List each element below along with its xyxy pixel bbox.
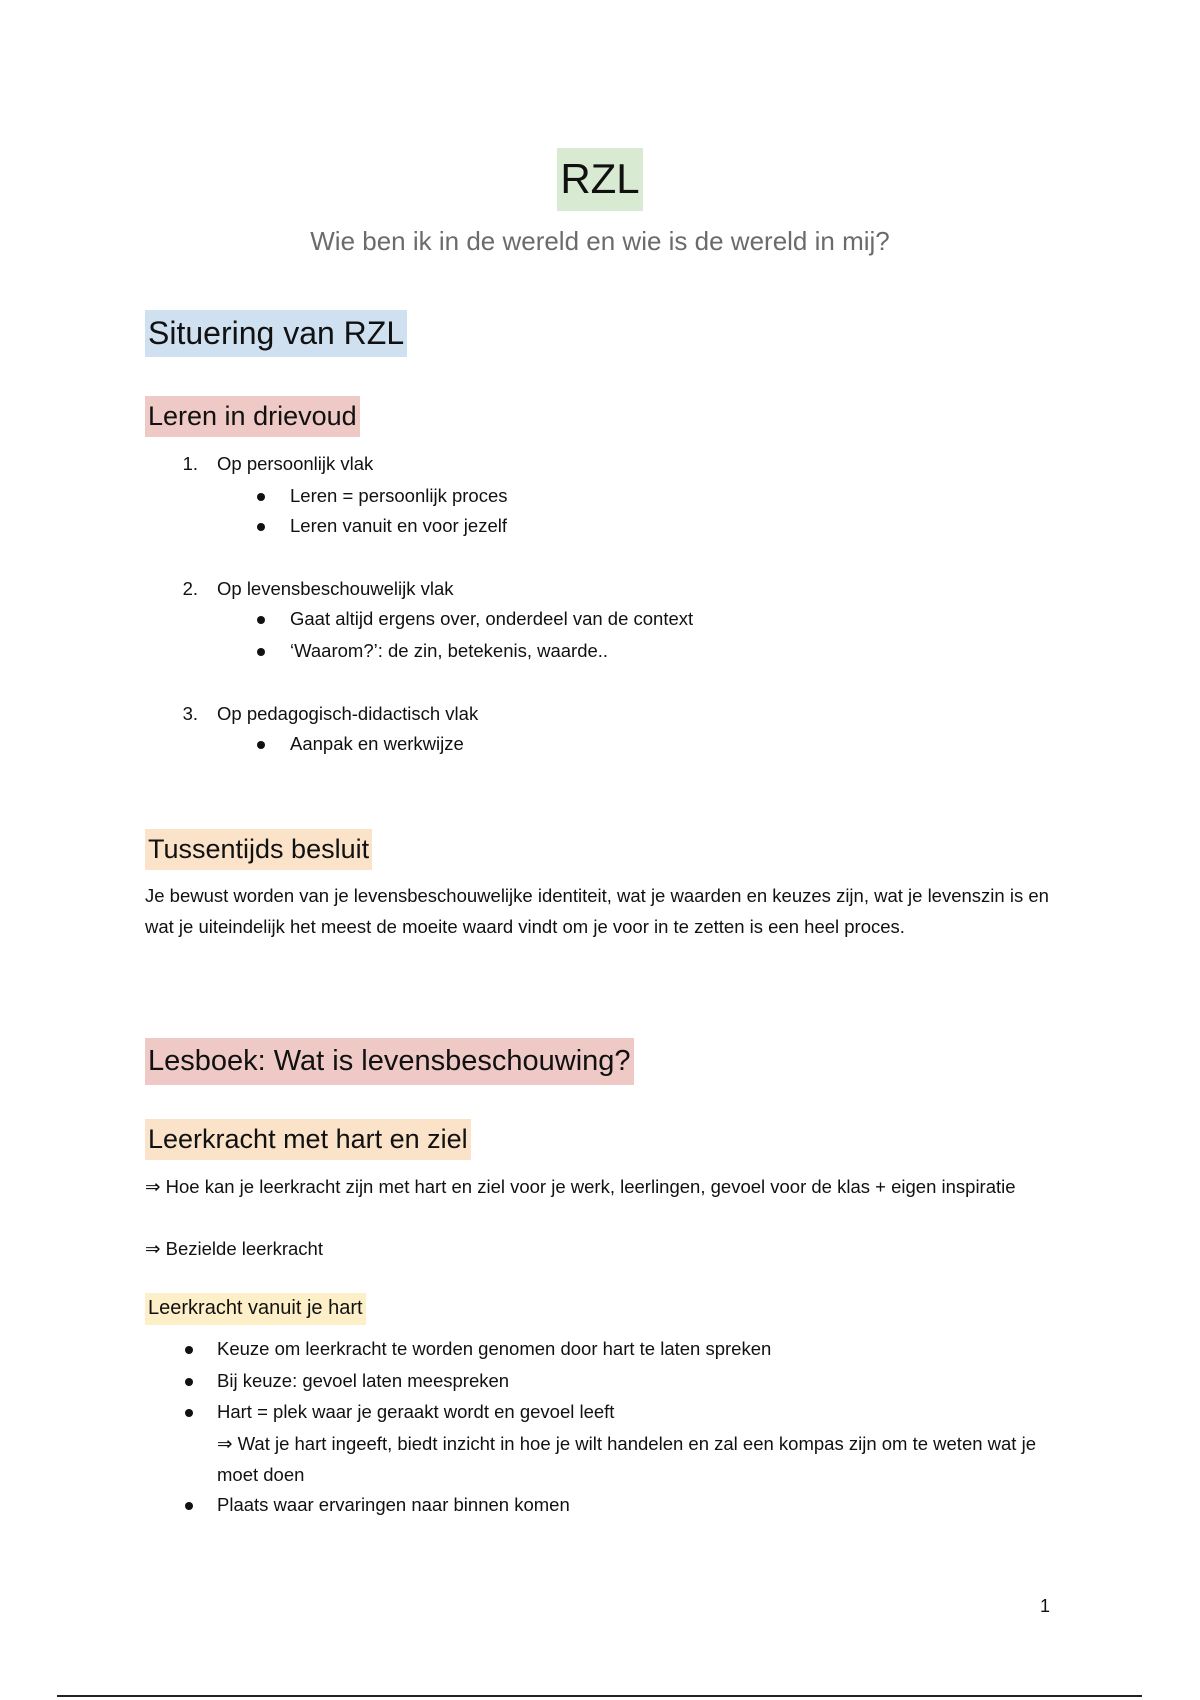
page-number: 1 — [1040, 1596, 1051, 1616]
bullet-dot — [257, 648, 265, 656]
section-heading-situering: Situering van RZL — [145, 310, 407, 357]
bullet-text: Leren vanuit en voor jezelf — [290, 515, 507, 536]
list-item-label: Op persoonlijk vlak — [217, 453, 374, 474]
bullet-text: Gaat altijd ergens over, onderdeel van de context — [290, 608, 694, 629]
document-title — [0, 148, 1200, 211]
document-subtitle: Wie ben ik in de wereld en wie is de wereld in mij? — [310, 226, 890, 256]
subheading-leerkracht-hart-ziel: Leerkracht met hart en ziel — [145, 1119, 471, 1160]
list-item-label: Op levensbeschouwelijk vlak — [217, 578, 454, 599]
bullet-dot — [257, 493, 265, 501]
bullet-dot — [185, 1502, 193, 1510]
page-bottom-rule — [57, 1695, 1142, 1697]
bullet-dot — [257, 523, 265, 531]
list-number: 1. — [182, 453, 198, 474]
section-heading-lesboek: Lesboek: Wat is levensbeschouwing? — [145, 1038, 634, 1085]
paragraph-hart-ziel-arrow-1: ⇒ Hoe kan je leerkracht zijn met hart en ziel voor je werk, leerlingen, gevoel voor de klas + eigen inspiratie — [145, 1176, 1016, 1197]
bullet-dot — [257, 616, 265, 624]
bullet-text: ‘Waarom?’: de zin, betekenis, waarde.. — [290, 640, 609, 661]
bullet-text: Leren = persoonlijk proces — [290, 485, 508, 506]
bullet-dot — [185, 1409, 193, 1417]
title-highlight: RZL — [557, 148, 642, 211]
bullet-text: Aanpak en werkwijze — [290, 733, 464, 754]
paragraph-tussentijds-besluit: Je bewust worden van je levensbeschouwelijke identiteit, wat je waarden en keuzes zijn, wat je levenszin is en wat je uiteindelijk het meest de moeite waard vindt om je voor in te zetten is een heel proces. — [145, 885, 1049, 937]
subheading-leren-in-drievoud: Leren in drievoud — [145, 396, 360, 437]
subheading-tussentijds-besluit: Tussentijds besluit — [145, 829, 372, 870]
bullet-continuation: ⇒ Wat je hart ingeeft, biedt inzicht in hoe je wilt handelen en zal een kompas zijn om te weten wat je moet doen — [217, 1433, 1036, 1485]
list-number: 3. — [182, 703, 198, 724]
bullet-text: Plaats waar ervaringen naar binnen komen — [217, 1494, 570, 1515]
bullet-text: Bij keuze: gevoel laten meespreken — [217, 1370, 510, 1391]
bullet-dot — [185, 1378, 193, 1386]
bullet-dot — [185, 1346, 193, 1354]
bullet-text: Hart = plek waar je geraakt wordt en gevoel leeft — [217, 1401, 615, 1422]
paragraph-hart-ziel-arrow-2: ⇒ Bezielde leerkracht — [145, 1238, 323, 1259]
bullet-text: Keuze om leerkracht te worden genomen door hart te laten spreken — [217, 1338, 772, 1359]
subheading-leerkracht-vanuit-hart: Leerkracht vanuit je hart — [145, 1293, 366, 1325]
bullet-dot — [257, 741, 265, 749]
list-number: 2. — [182, 578, 198, 599]
list-item-label: Op pedagogisch-didactisch vlak — [217, 703, 479, 724]
